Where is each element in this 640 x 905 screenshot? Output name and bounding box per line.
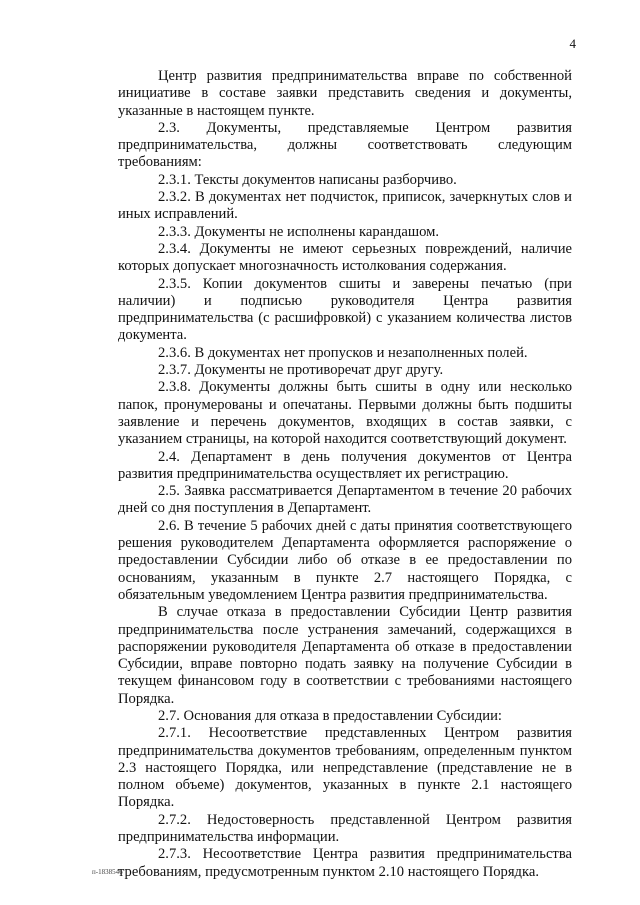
- paragraph: 2.3.6. В документах нет пропусков и незаполненных полей.: [158, 344, 528, 361]
- paragraph: В случае отказа в предоставлении Субсидии Центр развития предпринимательства после устранения замечаний, содержащихся в распоряжении руководителя Департамента об отказе в предоставлении Субсидии, вправе повторно подать заявку на получение Субсидии в текущем финансовом году в соответствии с требованиями настоящего Порядка.: [118, 604, 572, 707]
- paragraph: 2.3. Документы, представляемые Центром развития предпринимательства, должны соответствовать следующим требованиям:: [118, 119, 572, 171]
- paragraph: 2.3.4. Документы не имеют серьезных повреждений, наличие которых допускает многозначность истолкования содержания.: [118, 240, 572, 275]
- paragraph: 2.7. Основания для отказа в предоставлении Субсидии:: [158, 707, 502, 724]
- document-code: п-1838546: [92, 868, 123, 876]
- paragraph: 2.5. Заявка рассматривается Департаментом в течение 20 рабочих дней со дня поступления в Департамент.: [118, 483, 572, 517]
- paragraph: 2.3.8. Документы должны быть сшиты в одну или несколько папок, пронумерованы и опечатаны. Первыми должны быть подшиты заявление и перечень документов, входящих в состав заявки, с указанием страницы, на которой находится соответствующий документ.: [118, 379, 572, 448]
- paragraph: 2.7.1. Несоответствие представленных Центром развития предпринимательства документов требованиям, определенным пунктом 2.3 настоящего Порядка, или непредставление (представление не в полном объеме) документов, указанных в пункте 2.1 настоящего Порядка.: [118, 725, 572, 811]
- paragraph: 2.3.1. Тексты документов написаны разборчиво.: [158, 171, 457, 188]
- paragraph: 2.7.3. Несоответствие Центра развития предпринимательства требованиям, предусмотренным пунктом 2.10 настоящего Порядка.: [118, 846, 572, 880]
- paragraph: Центр развития предпринимательства вправе по собственной инициативе в составе заявки представить сведения и документы, указанные в настоящем пункте.: [118, 68, 572, 119]
- paragraph: 2.6. В течение 5 рабочих дней с даты принятия соответствующего решения руководителем Департамента оформляется распоряжение о предоставлении Субсидии либо об отказе в ее предоставлении по основаниям, указанным в пункте 2.7 настоящего Порядка, с обязательным уведомлением Центра развития предпринимательства.: [118, 517, 572, 603]
- paragraph: 2.3.5. Копии документов сшиты и заверены печатью (при наличии) и подписью руководителя Центра развития предпринимательства (с расшифровкой) с указанием количества листов документа.: [118, 275, 572, 344]
- paragraph: 2.3.2. В документах нет подчисток, приписок, зачеркнутых слов и иных исправлений.: [118, 189, 572, 223]
- document-body: [118, 68, 572, 881]
- page-number: 4: [569, 36, 576, 51]
- paragraph: 2.3.7. Документы не противоречат друг другу.: [158, 362, 444, 379]
- paragraph: 2.3.3. Документы не исполнены карандашом.: [158, 223, 440, 240]
- paragraph: 2.7.2. Недостоверность представленной Центром развития предпринимательства информации.: [118, 811, 572, 846]
- paragraph: 2.4. Департамент в день получения документов от Центра развития предпринимательства осуществляет их регистрацию.: [118, 448, 572, 482]
